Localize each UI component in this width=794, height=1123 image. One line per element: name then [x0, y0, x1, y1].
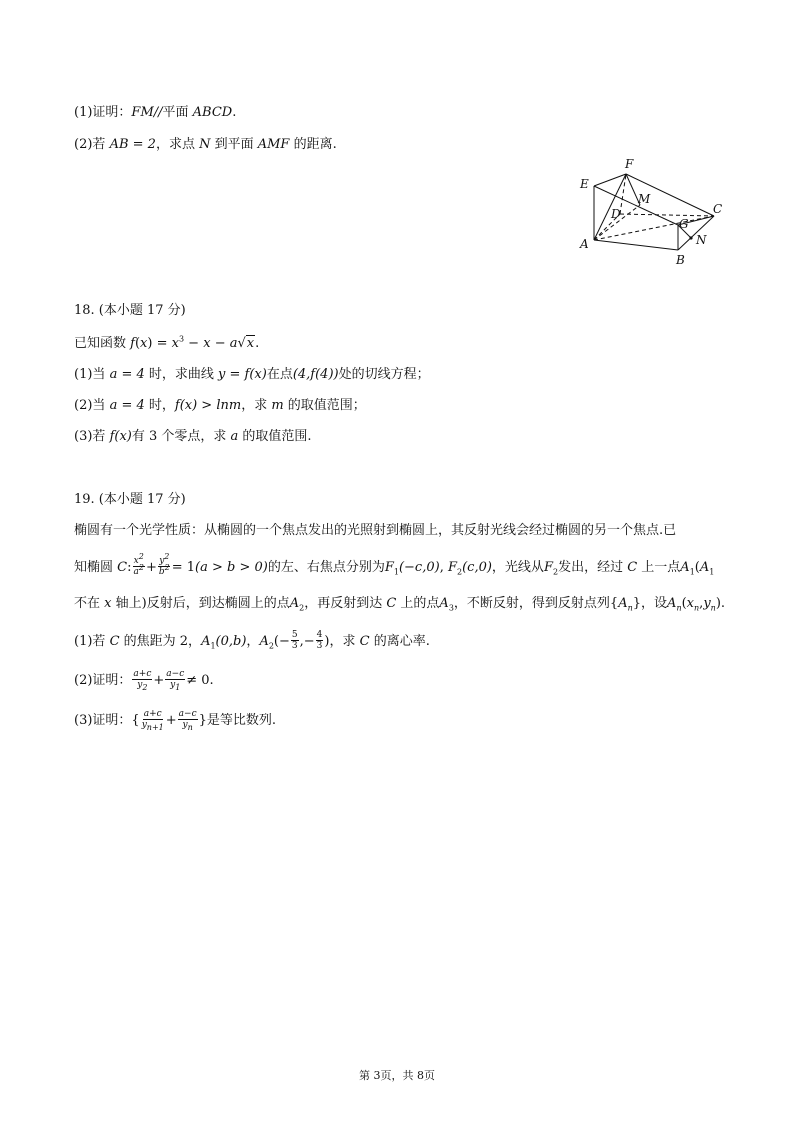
label-G: G [679, 217, 689, 231]
q19-line1: 椭圆有一个光学性质：从椭圆的一个焦点发出的光照射到椭圆上，其反射光线会经过椭圆的另一个焦点.已 [74, 523, 677, 538]
q17-part2: (2)若 AB = 2，求点 N 到平面 AMF 的距离. [74, 137, 337, 152]
label-B: B [676, 253, 685, 267]
q19-line3: 不在 x 轴上)反射后，到达椭圆上的点$A_2$，再反射到达 C 上的点$A_3$，不断反射，得到反射点列$\{A_n\}$，设$A_n(x_n,y_n)$. [74, 596, 726, 613]
q18-header: 18. (本小题 17 分) [74, 303, 186, 318]
q18-part2: (2)当 a = 4 时，f(x) > lnm，求 m 的取值范围； [74, 398, 366, 413]
q19-header: 19. (本小题 17 分) [74, 492, 186, 507]
q18-part3: (3)若 f(x)有 3 个零点，求 a 的取值范围. [74, 429, 312, 444]
label-F: F [625, 157, 634, 171]
q17-part1: (1)证明：FM//平面 ABCD. [74, 105, 237, 120]
q19-part3: (3)证明：{ $\frac{a+c}{y_{n+1}}$ + $\frac{a-c}{y_n}$ }是等比数列. [74, 709, 277, 732]
q19-part1: (1)若 C 的焦距为 2，$A_1(0,b)$，$A_2(-$ $\frac{5}{3}$ ,− $\frac{4}{3}$ )，求 C 的离心率. [74, 630, 430, 651]
label-N: N [696, 233, 707, 247]
q18-stem: 已知函数 $f(x) = x^3 - x - a√x$. [74, 334, 260, 351]
label-C: C [713, 202, 723, 216]
geometry-figure [574, 150, 734, 268]
page-footer: 第 3页，共 8页 [359, 1069, 435, 1082]
q19-part2: (2)证明： $\frac{a+c}{y_2}$ + $\frac{a-c}{y_1}$ ≠ 0. [74, 669, 214, 692]
q18-part1: (1)当 a = 4 时，求曲线 y = f(x)在点(4,f(4))处的切线方程； [74, 367, 430, 382]
label-M: M [638, 192, 651, 206]
label-D: D [611, 207, 621, 221]
label-A: A [580, 237, 589, 251]
q19-line2: 知椭圆 C: $\frac{x^2}{a^2}$ + $\frac{y^2}{b^2}$ = 1(a > b > 0)的左、右焦点分别为$F_1(-c,0)$, $F_2(c,0)$，光线从$F_2$发出，经过 C 上一点$A_1(A_1$ [74, 552, 715, 577]
label-E: E [580, 177, 589, 191]
